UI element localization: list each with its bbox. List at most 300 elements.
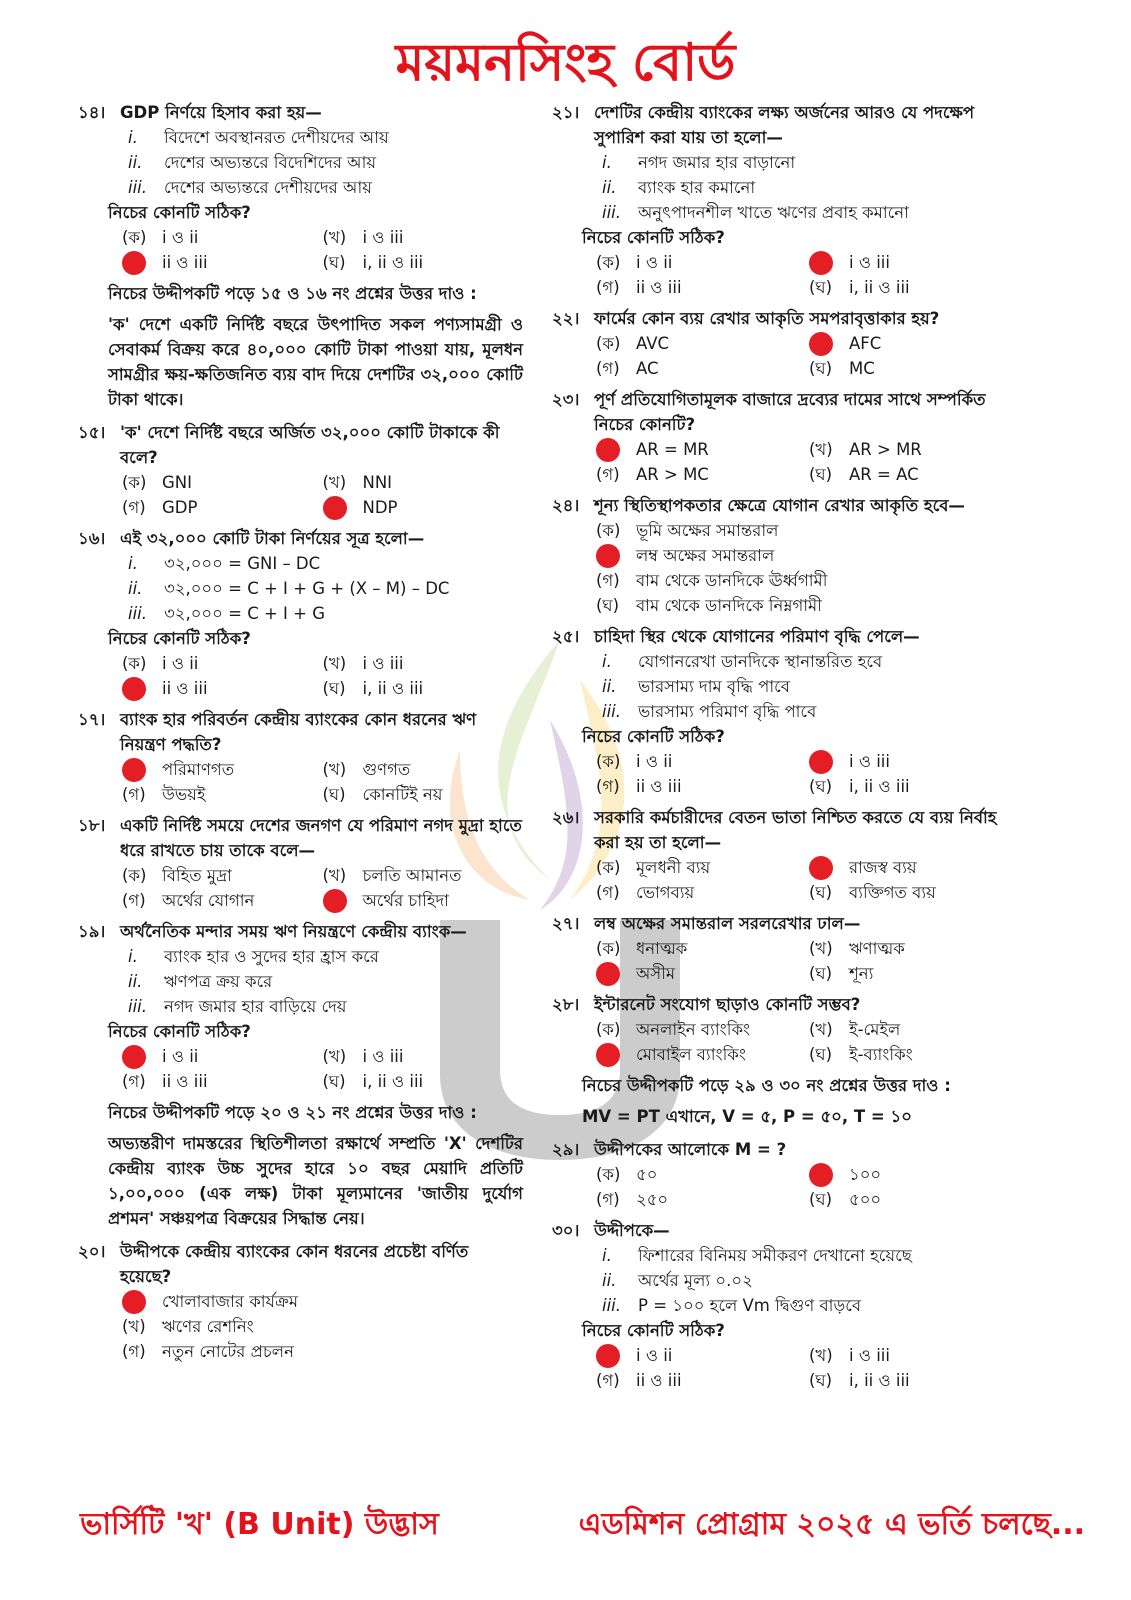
- answer-option[interactable]: [809, 250, 1022, 275]
- option-label: (ক): [122, 473, 147, 492]
- option-list: [596, 518, 1022, 618]
- statement-list: [602, 1243, 1022, 1318]
- option-label: (ঘ): [809, 1371, 833, 1390]
- option-list: [596, 855, 1022, 905]
- answer-option[interactable]: [596, 593, 1022, 618]
- answer-option[interactable]: [122, 888, 323, 913]
- option-text: i, ii ও iii: [849, 777, 910, 796]
- answer-option[interactable]: [122, 863, 323, 888]
- statement-text: দেশের অভ্যন্তরে বিদেশিদের আয়: [164, 153, 377, 172]
- question-block: [552, 911, 1022, 986]
- option-text: ii ও iii: [162, 1072, 208, 1091]
- option-label: (ঘ): [809, 465, 833, 484]
- question-block: [78, 919, 523, 1094]
- answer-option[interactable]: [596, 518, 1022, 543]
- option-label: (ক): [596, 1020, 621, 1039]
- question-header: [78, 1239, 523, 1289]
- option-text: বিহিত মুদ্রা: [162, 866, 232, 885]
- option-list: [122, 470, 523, 520]
- correct-answer-marker-icon: [809, 332, 833, 356]
- answer-option[interactable]: [323, 757, 524, 782]
- answer-option[interactable]: [122, 1289, 523, 1314]
- option-text: i ও iii: [362, 654, 404, 673]
- answer-option[interactable]: [809, 1368, 1022, 1393]
- option-text: i ও iii: [849, 1346, 890, 1365]
- answer-option[interactable]: [596, 1187, 809, 1212]
- statement-numeral: iii.: [128, 178, 147, 197]
- question-number: ১৫।: [78, 423, 106, 442]
- statement-numeral: iii.: [128, 997, 147, 1016]
- correct-answer-marker-icon: [122, 758, 146, 782]
- option-label: (ক): [122, 654, 147, 673]
- question-text: দেশটির কেন্দ্রীয় ব্যাংকের লক্ষ্য অর্জনের আরও যে পদক্ষেপ সুপারিশ করা যায় তা হলো—: [594, 103, 975, 147]
- answer-option[interactable]: [809, 1187, 1022, 1212]
- option-text: AR = MR: [636, 440, 709, 459]
- option-label: (ঘ): [322, 1072, 346, 1091]
- answer-option[interactable]: [596, 961, 809, 986]
- question-block: [78, 526, 523, 701]
- question-number: ২১।: [552, 103, 580, 122]
- question-block: [78, 1239, 523, 1364]
- statement-text: ব্যাংক হার কমানো: [638, 178, 756, 197]
- option-text: অসীম: [636, 964, 676, 983]
- question-number: ১৯।: [78, 922, 106, 941]
- question-number: ২২।: [552, 309, 580, 328]
- statement-list: [128, 551, 523, 626]
- option-text: কোনটিই নয়: [362, 785, 443, 804]
- answer-option[interactable]: [809, 437, 1022, 462]
- statement-numeral: iii.: [602, 203, 621, 222]
- answer-option[interactable]: [596, 1162, 809, 1187]
- option-text: চলতি আমানত: [362, 866, 462, 885]
- option-text: ii ও iii: [636, 278, 682, 297]
- question-text: GDP নির্ণয়ে হিসাব করা হয়—: [120, 103, 322, 122]
- option-label: (ক): [596, 752, 621, 771]
- option-text: AVC: [636, 334, 670, 353]
- question-number: ২৮।: [552, 995, 580, 1014]
- correct-answer-marker-icon: [596, 1344, 620, 1368]
- stimulus-passage: MV = PT এখানে, V = ৫, P = ৫০, T = ১০: [582, 1107, 912, 1126]
- question-text: 'ক' দেশে নির্দিষ্ট বছরে অর্জিত ৩২,০০০ কোটি টাকাকে কী বলে?: [120, 423, 500, 467]
- correct-answer-marker-icon: [596, 962, 620, 986]
- answer-option[interactable]: [809, 356, 1022, 381]
- answer-option[interactable]: [323, 495, 524, 520]
- option-text: ১০০: [849, 1165, 882, 1184]
- option-text: i ও iii: [849, 253, 890, 272]
- answer-option[interactable]: [122, 782, 323, 807]
- question-header: [552, 911, 1022, 936]
- option-label: (ক): [596, 939, 621, 958]
- answer-option[interactable]: [122, 470, 323, 495]
- statement-numeral: iii.: [128, 604, 147, 623]
- question-header: [552, 387, 1022, 437]
- question-text: অর্থনৈতিক মন্দার সময় ঋণ নিয়ন্ত্রণে কেন্দ্রীয় ব্যাংক—: [120, 922, 467, 941]
- option-text: শূন্য: [849, 964, 874, 983]
- question-header: [78, 919, 523, 944]
- option-text: i, ii ও iii: [362, 1072, 424, 1091]
- answer-option[interactable]: [596, 936, 809, 961]
- option-label: (ঘ): [809, 278, 833, 297]
- answer-option[interactable]: [596, 749, 809, 774]
- statement-text: নগদ জমার হার বাড়িয়ে দেয়: [164, 997, 347, 1016]
- question-header: [552, 306, 1022, 331]
- statement-text: ব্যাংক হার ও সুদের হার হ্রাস করে: [164, 947, 379, 966]
- option-label: (গ): [596, 883, 620, 902]
- answer-option[interactable]: [122, 757, 323, 782]
- option-text: i, ii ও iii: [362, 679, 424, 698]
- question-number: ৩০।: [552, 1221, 580, 1240]
- question-number: ২৬।: [552, 808, 580, 827]
- option-label: [596, 438, 636, 462]
- option-text: i ও iii: [362, 228, 404, 247]
- statement-item: [128, 551, 523, 576]
- option-label: [809, 251, 849, 275]
- correct-answer-marker-icon: [596, 544, 620, 568]
- question-block: [78, 707, 523, 807]
- option-label: (গ): [122, 1072, 146, 1091]
- option-label: (গ): [596, 359, 620, 378]
- option-text: i ও ii: [636, 253, 673, 272]
- correct-answer-marker-icon: [809, 856, 833, 880]
- question-number: ২০।: [78, 1242, 106, 1261]
- question-block: [552, 1218, 1022, 1393]
- option-text: লম্ব অক্ষের সমান্তরাল: [636, 546, 775, 565]
- option-label: (খ): [322, 473, 347, 492]
- statement-numeral: iii.: [602, 1296, 621, 1315]
- option-label: [122, 677, 162, 701]
- answer-option[interactable]: [122, 495, 323, 520]
- question-block: [552, 100, 1022, 300]
- correct-answer-marker-icon: [809, 251, 833, 275]
- correct-answer-marker-icon: [596, 1043, 620, 1067]
- question-block: [552, 992, 1022, 1067]
- option-label: (খ): [322, 228, 347, 247]
- option-text: ৫০: [636, 1165, 658, 1184]
- option-text: ii ও iii: [162, 679, 208, 698]
- answer-option[interactable]: [809, 774, 1022, 799]
- answer-option[interactable]: [596, 462, 809, 487]
- option-text: i ও ii: [636, 752, 673, 771]
- option-label: (গ): [596, 1190, 620, 1209]
- footer-left-text: ভার্সিটি 'খ' (B Unit) উদ্ভাস: [80, 1507, 439, 1542]
- option-list: [122, 1044, 523, 1094]
- statement-numeral: i.: [128, 128, 138, 147]
- answer-option[interactable]: [122, 225, 323, 250]
- option-label: (খ): [809, 440, 833, 459]
- answer-option[interactable]: [122, 1339, 523, 1364]
- statement-numeral: ii.: [128, 153, 143, 172]
- option-text: ২৫০: [636, 1190, 669, 1209]
- statement-numeral: ii.: [602, 1271, 617, 1290]
- answer-option[interactable]: [596, 568, 1022, 593]
- option-text: i, ii ও iii: [849, 278, 910, 297]
- statement-item: [602, 649, 1022, 674]
- answer-option[interactable]: [809, 1343, 1022, 1368]
- statement-item: [602, 200, 1022, 225]
- question-block: [78, 100, 523, 275]
- question-header: [552, 624, 1022, 649]
- answer-option[interactable]: [596, 855, 809, 880]
- answer-option[interactable]: [596, 543, 1022, 568]
- page-title: ময়মনসিংহ বোর্ড: [395, 33, 736, 93]
- option-label: (খ): [322, 866, 347, 885]
- option-text: রাজস্ব ব্যয়: [849, 858, 917, 877]
- correct-answer-marker-icon: [122, 1290, 146, 1314]
- footer-right-text: এডমিশন প্রোগ্রাম ২০২৫ এ ভর্তি চলছে...: [578, 1507, 1085, 1542]
- option-list: [596, 1162, 1022, 1212]
- answer-option[interactable]: [323, 782, 524, 807]
- statement-text: ফিশারের বিনিময় সমীকরণ দেখানো হয়েছে: [638, 1246, 912, 1265]
- option-text: ঋণাত্মক: [849, 939, 905, 958]
- option-text: GNI: [162, 473, 192, 492]
- statement-text: ৩২,০০০ = C + I + G: [164, 604, 326, 623]
- statement-numeral: ii.: [602, 677, 617, 696]
- option-text: বাম থেকে ডানদিকে নিম্নগামী: [636, 596, 822, 615]
- question-block: [552, 805, 1022, 905]
- option-label: (ক): [596, 858, 621, 877]
- option-list: [122, 863, 523, 913]
- option-label: [323, 889, 363, 913]
- option-text: অর্থের যোগান: [162, 891, 255, 910]
- answer-option[interactable]: [323, 225, 524, 250]
- option-text: ই-ব্যাংকিং: [849, 1045, 913, 1064]
- option-text: i ও iii: [849, 752, 890, 771]
- answer-option[interactable]: [122, 676, 323, 701]
- statement-item: [602, 175, 1022, 200]
- answer-option[interactable]: [122, 651, 323, 676]
- option-label: [122, 1045, 162, 1069]
- option-text: বাম থেকে ডানদিকে ঊর্ধ্বগামী: [636, 571, 828, 590]
- statement-numeral: iii.: [602, 702, 621, 721]
- answer-option[interactable]: [596, 250, 809, 275]
- question-header: [552, 1137, 1022, 1162]
- answer-option[interactable]: [809, 331, 1022, 356]
- option-list: [596, 936, 1022, 986]
- option-label: (ক): [596, 334, 621, 353]
- question-header: [78, 707, 523, 757]
- statement-numeral: ii.: [128, 579, 143, 598]
- option-label: (খ): [809, 1020, 833, 1039]
- question-number: ১৭।: [78, 710, 106, 729]
- statement-numeral: i.: [602, 153, 612, 172]
- option-label: (ঘ): [322, 785, 346, 804]
- statement-numeral: i.: [128, 947, 138, 966]
- statement-item: [602, 1243, 1022, 1268]
- answer-option[interactable]: [122, 1069, 323, 1094]
- question-header: [78, 813, 523, 863]
- statement-item: [602, 674, 1022, 699]
- option-label: (গ): [596, 278, 620, 297]
- option-label: (গ): [122, 785, 146, 804]
- statement-text: অর্থের মূল্য ০.০২: [638, 1271, 753, 1290]
- which-correct-prompt: নিচের কোনটি সঠিক?: [108, 1022, 251, 1041]
- option-list: [596, 1017, 1022, 1067]
- option-label: [809, 1163, 849, 1187]
- statement-numeral: i.: [602, 652, 612, 671]
- stimulus-passage: অভ্যন্তরীণ দামস্তরের স্থিতিশীলতা রক্ষার্থে সম্প্রতি 'X' দেশটির কেন্দ্রীয় ব্যাংক উচ্চ সুদের হারে ১০ বছর মেয়াদি প্রতিটি ১,০০,০০০ (এক লক্ষ) টাকা মূল্যমানের 'জাতীয় দুর্যোগ প্রশমন' সঞ্চয়পত্র বিক্রয়ের সিদ্ধান্ত নেয়।: [108, 1134, 523, 1228]
- question-header: [78, 100, 523, 125]
- option-label: (খ): [809, 1346, 833, 1365]
- option-text: AFC: [849, 334, 882, 353]
- option-text: ধনাত্মক: [636, 939, 688, 958]
- statement-list: [128, 944, 523, 1019]
- answer-option[interactable]: [596, 356, 809, 381]
- question-number: ২৪।: [552, 496, 580, 515]
- question-text: এই ৩২,০০০ কোটি টাকা নির্ণয়ের সূত্র হলো—: [120, 529, 425, 548]
- option-text: গুণগত: [362, 760, 411, 779]
- answer-option[interactable]: [122, 1314, 523, 1339]
- option-label: (ঘ): [809, 359, 833, 378]
- question-number: ২৩।: [552, 390, 580, 409]
- option-text: MC: [849, 359, 875, 378]
- left-column: [78, 100, 523, 1370]
- option-label: (গ): [122, 891, 146, 910]
- statement-text: দেশের অভ্যন্তরে দেশীয়দের আয়: [164, 178, 372, 197]
- question-text: সরকারি কর্মচারীদের বেতন ভাতা নিশ্চিত করতে যে ব্যয় নির্বাহ করা হয় তা হলো—: [594, 808, 997, 852]
- answer-option[interactable]: [809, 1017, 1022, 1042]
- question-header: [78, 526, 523, 551]
- option-label: (ঘ): [809, 964, 833, 983]
- option-label: (খ): [322, 760, 347, 779]
- question-number: ২৫।: [552, 627, 580, 646]
- correct-answer-marker-icon: [122, 251, 146, 275]
- correct-answer-marker-icon: [323, 889, 347, 913]
- option-label: (গ): [122, 498, 146, 517]
- question-text: ব্যাংক হার পরিবর্তন কেন্দ্রীয় ব্যাংকের কোন ধরনের ঋণ নিয়ন্ত্রণ পদ্ধতি?: [120, 710, 477, 754]
- option-label: (ক): [596, 521, 621, 540]
- answer-option[interactable]: [323, 888, 524, 913]
- correct-answer-marker-icon: [122, 677, 146, 701]
- option-label: [596, 544, 636, 568]
- answer-option[interactable]: [596, 774, 809, 799]
- statement-numeral: i.: [602, 1246, 612, 1265]
- option-label: (গ): [596, 571, 620, 590]
- answer-option[interactable]: [809, 275, 1022, 300]
- question-text: উদ্দীপকের আলোকে M = ?: [594, 1140, 787, 1159]
- statement-text: ভারসাম্য পরিমাণ বৃদ্ধি পাবে: [638, 702, 817, 721]
- option-text: ভূমি অক্ষের সমান্তরাল: [636, 521, 779, 540]
- option-list: [596, 1343, 1022, 1393]
- statement-text: ভারসাম্য দাম বৃদ্ধি পাবে: [638, 677, 790, 696]
- answer-option[interactable]: [596, 1343, 809, 1368]
- answer-option[interactable]: [596, 880, 809, 905]
- correct-answer-marker-icon: [323, 496, 347, 520]
- answer-option[interactable]: [323, 1044, 524, 1069]
- answer-option[interactable]: [122, 1044, 323, 1069]
- question-text: লম্ব অক্ষের সমান্তরাল সরলরেখার ঢাল—: [594, 914, 861, 933]
- option-label: [809, 750, 849, 774]
- answer-option[interactable]: [596, 1017, 809, 1042]
- right-column: [552, 100, 1022, 1399]
- option-list: [122, 1289, 523, 1364]
- option-label: (ক): [596, 1165, 621, 1184]
- answer-option[interactable]: [809, 936, 1022, 961]
- statement-list: [128, 125, 523, 200]
- option-text: i ও ii: [636, 1346, 673, 1365]
- answer-option[interactable]: [809, 961, 1022, 986]
- option-label: [122, 251, 162, 275]
- answer-option[interactable]: [323, 250, 524, 275]
- answer-option[interactable]: [809, 1162, 1022, 1187]
- option-label: [323, 496, 363, 520]
- option-list: [122, 651, 523, 701]
- question-header: [552, 805, 1022, 855]
- statement-text: নগদ জমার হার বাড়ানো: [638, 153, 796, 172]
- answer-option[interactable]: [596, 437, 809, 462]
- statement-text: বিদেশে অবস্থানরত দেশীয়দের আয়: [164, 128, 389, 147]
- answer-option[interactable]: [809, 855, 1022, 880]
- statement-item: [128, 175, 523, 200]
- question-text: উদ্দীপকে—: [594, 1221, 670, 1240]
- option-label: [596, 1344, 636, 1368]
- option-label: (গ): [596, 465, 620, 484]
- statement-item: [128, 944, 523, 969]
- answer-option[interactable]: [122, 250, 323, 275]
- statement-item: [128, 994, 523, 1019]
- answer-option[interactable]: [809, 749, 1022, 774]
- correct-answer-marker-icon: [809, 1163, 833, 1187]
- stimulus-instruction: নিচের উদ্দীপকটি পড়ে ১৫ ও ১৬ নং প্রশ্নের উত্তর দাও :: [108, 284, 477, 303]
- option-label: (ক): [122, 866, 147, 885]
- option-list: [122, 225, 523, 275]
- answer-option[interactable]: [323, 676, 524, 701]
- answer-option[interactable]: [596, 331, 809, 356]
- answer-option[interactable]: [596, 275, 809, 300]
- statement-item: [128, 601, 523, 626]
- stimulus-instruction: নিচের উদ্দীপকটি পড়ে ২৯ ও ৩০ নং প্রশ্নের উত্তর দাও :: [582, 1076, 951, 1095]
- question-number: ১৬।: [78, 529, 106, 548]
- answer-option[interactable]: [809, 462, 1022, 487]
- answer-option[interactable]: [323, 470, 524, 495]
- answer-option[interactable]: [809, 880, 1022, 905]
- statement-list: [602, 649, 1022, 724]
- stimulus-passage: 'ক' দেশে একটি নির্দিষ্ট বছরে উৎপাদিত সকল পণ্যসামগ্রী ও সেবাকর্ম বিক্রয় করে ৪০,০০০ কোটি টাকা পাওয়া যায়, মূলধন সামগ্রীর ক্ষয়-ক্ষতিজনিত ব্যয় বাদ দিয়ে দেশটির ৩২,০০০ কোটি টাকা থাকে।: [108, 315, 523, 409]
- option-text: মোবাইল ব্যাংকিং: [636, 1045, 746, 1064]
- answer-option[interactable]: [323, 1069, 524, 1094]
- answer-option[interactable]: [323, 863, 524, 888]
- answer-option[interactable]: [596, 1042, 809, 1067]
- answer-option[interactable]: [596, 1368, 809, 1393]
- question-block: [552, 387, 1022, 487]
- option-label: (খ): [322, 1047, 347, 1066]
- statement-text: অনুৎপাদনশীল খাতে ঋণের প্রবাহ কমানো: [638, 203, 909, 222]
- option-text: i, ii ও iii: [849, 1371, 910, 1390]
- statement-item: [602, 150, 1022, 175]
- option-text: AR = AC: [849, 465, 919, 484]
- option-text: ঋণের রেশনিং: [162, 1317, 254, 1336]
- option-label: (খ): [322, 654, 347, 673]
- correct-answer-marker-icon: [122, 1045, 146, 1069]
- which-correct-prompt: নিচের কোনটি সঠিক?: [108, 203, 251, 222]
- option-label: [596, 962, 636, 986]
- option-text: খোলাবাজার কার্যক্রম: [162, 1292, 299, 1311]
- option-text: অর্থের চাহিদা: [362, 891, 449, 910]
- correct-answer-marker-icon: [596, 438, 620, 462]
- question-number: ১৪।: [78, 103, 106, 122]
- statement-numeral: ii.: [602, 178, 617, 197]
- option-text: উভয়ই: [162, 785, 206, 804]
- statement-numeral: ii.: [128, 972, 143, 991]
- statement-list: [602, 150, 1022, 225]
- option-text: ভোগব্যয়: [636, 883, 695, 902]
- question-block: [552, 1137, 1022, 1212]
- answer-option[interactable]: [809, 1042, 1022, 1067]
- question-header: [78, 420, 523, 470]
- option-text: ii ও iii: [636, 777, 682, 796]
- question-text: ফার্মের কোন ব্যয় রেখার আকৃতি সমপরাবৃত্তাকার হয়?: [594, 309, 940, 328]
- answer-option[interactable]: [323, 651, 524, 676]
- option-text: i, ii ও iii: [362, 253, 424, 272]
